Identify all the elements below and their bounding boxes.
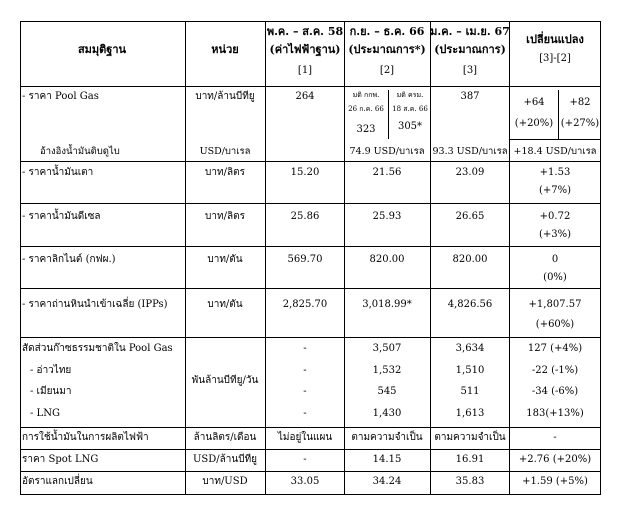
pool-gas-change-b: +82	[569, 97, 591, 108]
rule	[20, 288, 601, 289]
header-period3-line1: ม.ค. – เม.ย. 67	[430, 25, 510, 38]
bottom-row-p1: -	[303, 454, 307, 465]
row-label: - ราคาน้ำมันเตา	[22, 167, 94, 178]
row-unit: บาท/ตัน	[207, 254, 243, 265]
row-change-pct: (+7%)	[538, 185, 572, 196]
header-period1-ref: [1]	[297, 65, 313, 76]
bottom-row-p1: ไม่อยู่ในแผน	[277, 432, 333, 443]
gas-share-p3: 1,510	[455, 365, 485, 376]
bottom-row-p2: ตามความจำเป็น	[351, 432, 423, 443]
row-p1: 25.86	[290, 211, 320, 222]
rule	[20, 86, 601, 87]
gas-share-p3: 3,634	[455, 343, 485, 354]
gas-share-label: สัดส่วนก๊าซธรรมชาติใน Pool Gas	[22, 343, 173, 354]
gas-share-change: 127 (+4%)	[527, 343, 583, 354]
bottom-row-p2: 34.24	[372, 476, 402, 487]
row-p3: 26.65	[455, 211, 485, 222]
row-change: +1.53	[539, 167, 571, 178]
rule	[20, 471, 601, 472]
rule	[20, 161, 601, 162]
header-period2-line1: ก.ย. – ธ.ค. 66	[349, 25, 425, 38]
pool-gas-p2a-note2: 26 ก.ค. 66	[348, 105, 384, 113]
gas-share-p3: 511	[460, 386, 480, 397]
rule	[388, 90, 389, 139]
row-unit: บาท/ลิตร	[205, 167, 245, 178]
bottom-row-change: -	[553, 432, 557, 443]
header-change-line2: [3]-[2]	[539, 53, 571, 64]
rule	[20, 21, 601, 22]
header-period2-line2: (ประมาณการ*)	[348, 43, 426, 56]
bottom-row-label: ราคา Spot LNG	[22, 454, 99, 465]
row-p1: 569.70	[287, 254, 323, 265]
bottom-row-label: อัตราแลกเปลี่ยน	[22, 476, 93, 487]
bottom-row-change: +2.76 (+20%)	[518, 454, 592, 465]
pool-gas-p3: 387	[460, 91, 480, 102]
header-unit: หน่วย	[211, 43, 239, 56]
gas-share-change: 183(+13%)	[526, 408, 584, 419]
gas-share-p1: -	[303, 343, 307, 354]
bottom-row-p2: 14.15	[372, 454, 402, 465]
row-label: - ราคาถ่านหินนำเข้าเฉลี่ย (IPPs)	[22, 299, 168, 310]
row-change: 0	[551, 254, 559, 265]
gas-share-change: -22 (-1%)	[531, 365, 579, 376]
rule	[509, 21, 510, 495]
rule	[20, 246, 601, 247]
bottom-row-label: การใช้น้ำมันในการผลิตไฟฟ้า	[22, 432, 149, 443]
rule	[20, 21, 21, 495]
rule	[430, 21, 431, 495]
pool-gas-p2a-value: 323	[356, 124, 376, 135]
row-p3: 4,826.56	[447, 299, 493, 310]
rule	[600, 21, 601, 495]
row-unit: บาท/ลิตร	[205, 211, 245, 222]
gas-share-change: -34 (-6%)	[531, 386, 579, 397]
rule	[265, 21, 266, 495]
crude-ref-label: อ้างอิงน้ำมันดิบดูไบ	[40, 146, 120, 157]
rule	[558, 90, 559, 139]
row-unit: บาท/ตัน	[207, 299, 243, 310]
header-period1-line1: พ.ค. – ส.ค. 58	[266, 25, 344, 38]
rule	[20, 427, 601, 428]
gas-share-p1: -	[303, 365, 307, 376]
gas-share-p2: 1,430	[372, 408, 402, 419]
rule	[509, 139, 601, 140]
row-change-pct: (0%)	[543, 272, 567, 283]
row-label: - ราคาน้ำมันดีเซล	[22, 211, 101, 222]
row-change: +1,807.57	[528, 299, 582, 310]
bottom-row-p3: 16.91	[455, 454, 485, 465]
row-change-pct: (+60%)	[535, 319, 575, 330]
pool-gas-p1: 264	[295, 91, 315, 102]
rule	[20, 449, 601, 450]
pool-gas-p2b-note1: มติ ครม.	[396, 91, 424, 99]
gas-share-p1: -	[303, 408, 307, 419]
header-assumption: สมมุติฐาน	[77, 43, 127, 56]
gas-share-item-label: - อ่าวไทย	[30, 365, 72, 376]
rule	[20, 337, 601, 338]
row-p2: 25.93	[372, 211, 402, 222]
crude-ref-unit: USD/บาเรล	[199, 146, 251, 157]
bottom-row-unit: บาท/USD	[202, 476, 248, 487]
row-p2: 3,018.99*	[362, 299, 412, 310]
row-p1: 2,825.70	[282, 299, 328, 310]
rule	[20, 494, 601, 495]
gas-share-p2: 545	[377, 386, 397, 397]
header-period2-ref: [2]	[379, 65, 395, 76]
pool-gas-p2a-note1: มติ กกพ.	[352, 91, 380, 99]
row-p3: 23.09	[455, 167, 485, 178]
pool-gas-change-a-pct: (+20%)	[514, 118, 554, 129]
header-change-line1: เปลี่ยนแปลง	[526, 33, 584, 46]
gas-share-p3: 1,613	[455, 408, 485, 419]
row-change-pct: (+3%)	[538, 229, 572, 240]
rule	[20, 203, 601, 204]
crude-ref-p2: 74.9 USD/บาเรล	[349, 146, 425, 157]
gas-share-p2: 1,532	[372, 365, 402, 376]
row-p3: 820.00	[452, 254, 488, 265]
pool-gas-change-b-pct: (+27%)	[560, 118, 600, 129]
bottom-row-change: +1.59 (+5%)	[522, 476, 588, 487]
row-p1: 15.20	[290, 167, 320, 178]
gas-share-p2: 3,507	[372, 343, 402, 354]
bottom-row-unit: ล้านลิตร/เดือน	[193, 432, 257, 443]
bottom-row-unit: USD/ล้านบีทียู	[192, 454, 258, 465]
pool-gas-unit: บาท/ล้านบีทียู	[195, 91, 255, 102]
row-p2: 820.00	[369, 254, 405, 265]
gas-share-unit: พันล้านบีทียู/วัน	[191, 375, 259, 386]
row-label: - ราคาลิกไนต์ (กฟผ.)	[22, 254, 116, 265]
pool-gas-p2b-note2: 18 ส.ค. 66	[392, 105, 428, 113]
crude-ref-change: +18.4 USD/บาเรล	[513, 146, 597, 157]
row-change: +0.72	[539, 211, 571, 222]
header-period3-line2: (ประมาณการ)	[434, 43, 506, 56]
header-period3-ref: [3]	[462, 65, 478, 76]
bottom-row-p3: ตามความจำเป็น	[434, 432, 506, 443]
crude-ref-p3: 93.3 USD/บาเรล	[432, 146, 508, 157]
rule	[344, 21, 345, 495]
gas-share-item-label: - LNG	[30, 408, 60, 419]
bottom-row-p1: 33.05	[290, 476, 320, 487]
pool-gas-label: - ราคา Pool Gas	[22, 91, 99, 102]
rule	[185, 21, 186, 495]
pool-gas-change-a: +64	[523, 97, 545, 108]
pool-gas-p2b-value: 305*	[397, 121, 423, 132]
row-p2: 21.56	[372, 167, 402, 178]
header-period1-line2: (ค่าไฟฟ้าฐาน)	[269, 43, 341, 56]
gas-share-p1: -	[303, 386, 307, 397]
bottom-row-p3: 35.83	[455, 476, 485, 487]
gas-share-item-label: - เมียนมา	[30, 386, 72, 397]
